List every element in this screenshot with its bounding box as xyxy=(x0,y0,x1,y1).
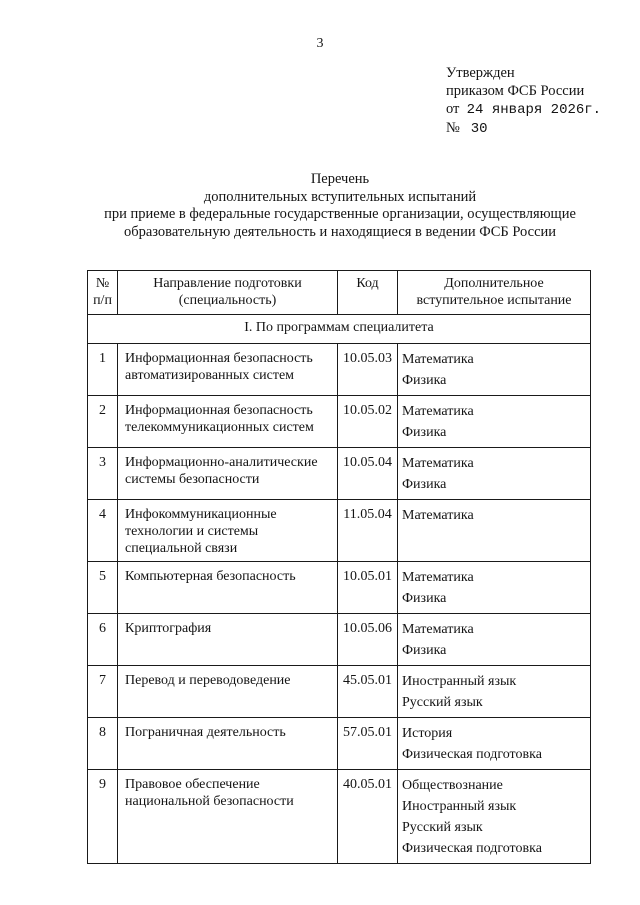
exam-item: Математика xyxy=(402,508,474,523)
header-num xyxy=(88,271,118,315)
exam-item: Математика xyxy=(402,622,474,637)
header-code-label: Код xyxy=(356,276,379,291)
exam-item: Физическая подготовка xyxy=(402,747,542,762)
approval-line-order: приказом ФСБ России xyxy=(446,83,585,99)
table-row xyxy=(88,448,591,500)
row-code: 57.05.01 xyxy=(338,718,398,770)
exam-item: Иностранный язык xyxy=(402,799,517,814)
exams-table xyxy=(87,270,591,864)
approval-date-line xyxy=(446,100,601,119)
title-line-4: образовательную деятельность и находящиеся в ведении ФСБ России xyxy=(123,223,557,240)
table-row xyxy=(88,396,591,448)
row-number: 3 xyxy=(88,448,118,500)
approval-date-value: 24 января 2026г. xyxy=(466,102,602,118)
row-code: 10.05.04 xyxy=(338,448,398,500)
approval-stamp xyxy=(446,64,601,138)
table-row xyxy=(88,770,591,864)
table-row xyxy=(88,614,591,666)
exam-item: Физика xyxy=(402,425,447,440)
row-direction xyxy=(118,666,338,718)
approval-number-prefix: № xyxy=(446,120,460,136)
row-number: 5 xyxy=(88,562,118,614)
exam-item: Физика xyxy=(402,373,447,388)
header-direction-line2: (специальность) xyxy=(178,292,277,308)
exam-item: Математика xyxy=(402,404,474,419)
row-direction xyxy=(118,344,338,396)
document-title xyxy=(60,171,620,241)
row-exams xyxy=(398,344,591,396)
row-number: 9 xyxy=(88,770,118,864)
direction-line: специальной связи xyxy=(125,541,238,556)
direction-line: Пограничная деятельность xyxy=(125,725,286,740)
approval-number-value: 30 xyxy=(470,121,488,137)
row-code: 11.05.04 xyxy=(338,500,398,562)
header-code xyxy=(338,271,398,315)
row-exams xyxy=(398,396,591,448)
row-direction xyxy=(118,562,338,614)
direction-line: Компьютерная безопасность xyxy=(125,569,296,584)
title-line-1: Перечень xyxy=(310,171,370,187)
direction-line: Информационно-аналитические xyxy=(125,455,318,470)
table-row xyxy=(88,500,591,562)
approval-number-line xyxy=(446,119,601,138)
row-direction xyxy=(118,448,338,500)
header-exam-line1: Дополнительное xyxy=(444,276,544,291)
title-line-2: дополнительных вступительных испытаний xyxy=(203,188,477,205)
header-exam-line2: вступительное испытание xyxy=(416,292,572,308)
row-direction xyxy=(118,396,338,448)
section-row xyxy=(88,315,591,344)
row-number: 4 xyxy=(88,500,118,562)
row-code: 10.05.02 xyxy=(338,396,398,448)
direction-line: Правовое обеспечение xyxy=(125,777,260,792)
approval-line-approved: Утвержден xyxy=(446,65,515,81)
exam-item: Русский язык xyxy=(402,820,483,835)
row-number: 8 xyxy=(88,718,118,770)
exam-item: Математика xyxy=(402,352,474,367)
row-code: 45.05.01 xyxy=(338,666,398,718)
exam-item: Иностранный язык xyxy=(402,674,517,689)
exam-item: Физическая подготовка xyxy=(402,841,542,856)
row-direction xyxy=(118,718,338,770)
exam-item: История xyxy=(402,726,453,741)
row-number: 6 xyxy=(88,614,118,666)
header-exam xyxy=(398,271,591,315)
row-number: 2 xyxy=(88,396,118,448)
direction-line: системы безопасности xyxy=(125,472,260,487)
exam-item: Обществознание xyxy=(402,778,503,793)
row-exams xyxy=(398,562,591,614)
direction-line: Перевод и переводоведение xyxy=(125,673,291,688)
row-number: 1 xyxy=(88,344,118,396)
row-number: 7 xyxy=(88,666,118,718)
exam-item: Физика xyxy=(402,643,447,658)
row-code: 10.05.03 xyxy=(338,344,398,396)
table-row xyxy=(88,718,591,770)
direction-line: технологии и системы xyxy=(125,524,259,539)
header-direction xyxy=(118,271,338,315)
section-title: I. По программам специалитета xyxy=(88,315,591,344)
direction-line: Информационная безопасность xyxy=(125,403,313,418)
row-code: 10.05.06 xyxy=(338,614,398,666)
direction-line: телекоммуникационных систем xyxy=(125,420,314,435)
direction-line: Инфокоммуникационные xyxy=(125,507,277,522)
row-exams xyxy=(398,770,591,864)
title-line-3: при приеме в федеральные государственные организации, осуществляющие xyxy=(104,206,576,222)
row-code: 40.05.01 xyxy=(338,770,398,864)
direction-line: национальной безопасности xyxy=(125,794,294,809)
exam-item: Физика xyxy=(402,477,447,492)
page-number: 3 xyxy=(316,36,324,51)
table-row xyxy=(88,344,591,396)
table-row xyxy=(88,562,591,614)
table-header-row xyxy=(88,271,591,315)
row-direction xyxy=(118,770,338,864)
header-num-line2: п/п xyxy=(93,292,112,308)
approval-date-prefix: от xyxy=(446,101,460,117)
row-direction xyxy=(118,614,338,666)
row-exams xyxy=(398,614,591,666)
row-exams xyxy=(398,666,591,718)
exam-item: Математика xyxy=(402,456,474,471)
row-code: 10.05.01 xyxy=(338,562,398,614)
direction-line: автоматизированных систем xyxy=(125,368,295,383)
direction-line: Информационная безопасность xyxy=(125,351,313,366)
exam-item: Русский язык xyxy=(402,695,483,710)
direction-line: Криптография xyxy=(125,621,212,636)
row-direction xyxy=(118,500,338,562)
exam-item: Математика xyxy=(402,570,474,585)
table-row xyxy=(88,666,591,718)
exam-item: Физика xyxy=(402,591,447,606)
row-exams xyxy=(398,718,591,770)
row-exams xyxy=(398,448,591,500)
header-num-line1: № xyxy=(95,276,110,291)
row-exams xyxy=(398,500,591,562)
header-direction-line1: Направление подготовки xyxy=(153,276,302,291)
